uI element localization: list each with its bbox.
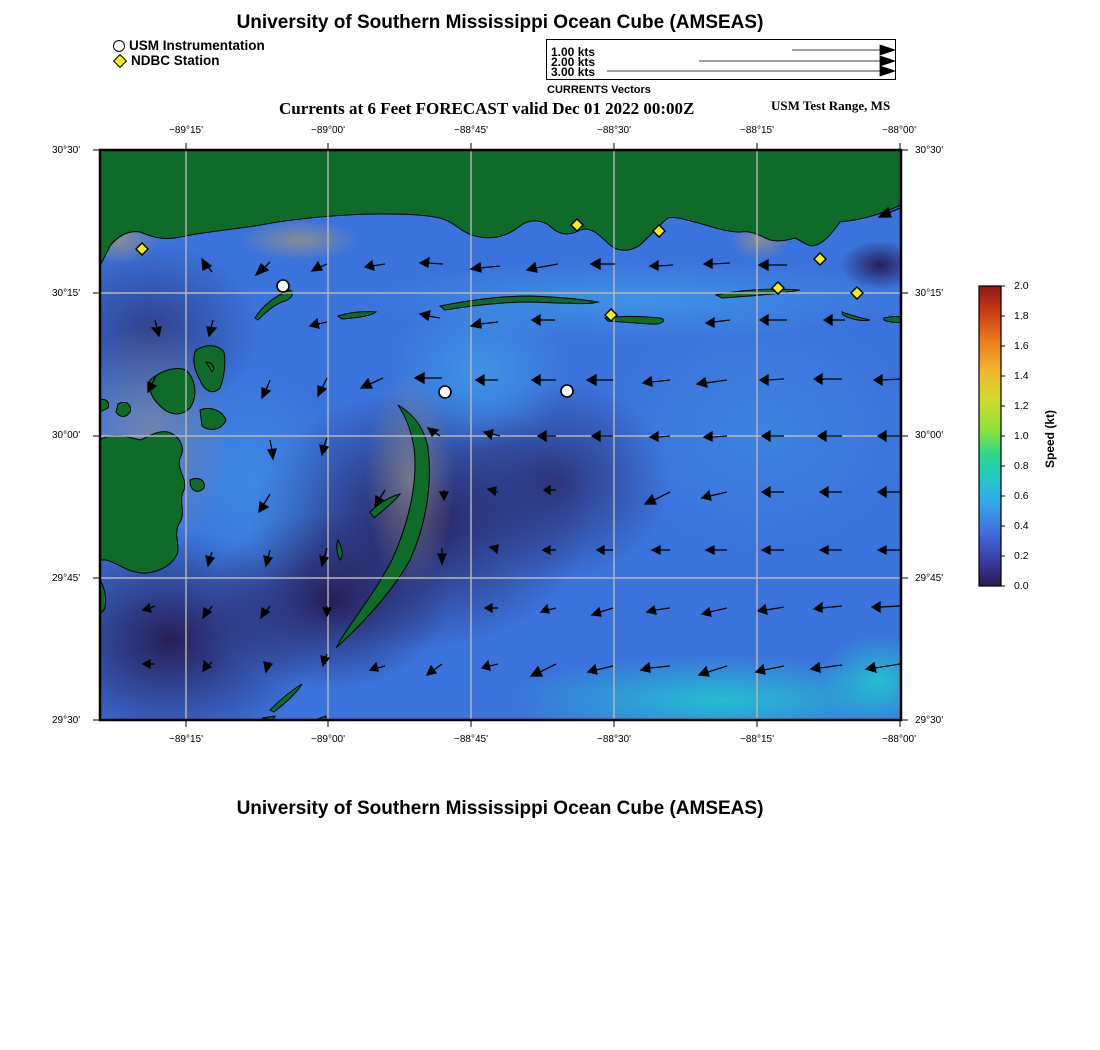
vector-legend-caption: CURRENTS Vectors (547, 84, 651, 96)
legend-usm-label: USM Instrumentation (129, 38, 265, 53)
white-circle-icon (113, 40, 125, 52)
colorbar-tick: 1.4 (1014, 370, 1029, 382)
lat-tick-left: 30°00' (52, 430, 81, 441)
vector-legend (546, 39, 896, 80)
colorbar-tick: 0.6 (1014, 490, 1029, 502)
vector-legend-arrows (547, 40, 895, 79)
colorbar-label: Speed (kt) (1043, 409, 1057, 468)
lon-tick-top: −89°00' (311, 125, 345, 136)
colorbar-tick: 1.0 (1014, 430, 1029, 442)
lat-tick-right: 30°15' (915, 288, 944, 299)
map-subtitle: Currents at 6 Feet FORECAST valid Dec 01 2022 00:00Z (279, 99, 695, 118)
usm-station-marker[interactable] (439, 386, 451, 398)
lon-tick-top: −88°30' (597, 125, 631, 136)
vector-legend-row: 2.00 kts (551, 55, 596, 69)
lat-tick-right: 30°30' (915, 145, 944, 156)
lat-tick-left: 29°45' (52, 573, 81, 584)
lon-tick-top: −88°15' (740, 125, 774, 136)
yellow-diamond-icon (113, 53, 127, 67)
speed-field (92, 150, 910, 730)
colorbar-tick: 0.8 (1014, 460, 1029, 472)
lon-tick-bottom: −88°30' (597, 734, 631, 745)
legend-ndbc (113, 53, 220, 68)
colorbar-tick: 2.0 (1014, 280, 1029, 292)
footer-title: University of Southern Mississippi Ocean Cube (AMSEAS) (236, 798, 764, 819)
lon-tick-top: −88°00' (882, 125, 916, 136)
speed-colorbar (975, 283, 1005, 589)
legend-ndbc-label: NDBC Station (131, 53, 220, 68)
vector-legend-row: 1.00 kts (551, 45, 596, 59)
lon-tick-bottom: −89°15' (169, 734, 203, 745)
lat-tick-right: 29°45' (915, 573, 944, 584)
currents-map (92, 142, 910, 730)
region-label: USM Test Range, MS (771, 98, 891, 113)
lon-tick-bottom: −89°00' (311, 734, 345, 745)
colorbar-tick: 0.0 (1014, 580, 1029, 592)
lon-tick-bottom: −88°00' (882, 734, 916, 745)
colorbar-tick: 0.2 (1014, 550, 1029, 562)
lon-tick-bottom: −88°15' (740, 734, 774, 745)
lon-tick-top: −88°45' (454, 125, 488, 136)
colorbar-tick: 1.8 (1014, 310, 1029, 322)
colorbar-tick: 1.2 (1014, 400, 1029, 412)
vector-legend-row: 3.00 kts (551, 65, 596, 79)
usm-station-marker[interactable] (561, 385, 573, 397)
lat-tick-right: 30°00' (915, 430, 944, 441)
colorbar-tick: 0.4 (1014, 520, 1029, 532)
lat-tick-left: 30°30' (52, 145, 81, 156)
legend-usm (113, 38, 265, 53)
colorbar-tick: 1.6 (1014, 340, 1029, 352)
lon-tick-bottom: −88°45' (454, 734, 488, 745)
lon-tick-top: −89°15' (169, 125, 203, 136)
lat-tick-left: 30°15' (52, 288, 81, 299)
usm-station-marker[interactable] (277, 280, 289, 292)
lat-tick-right: 29°30' (915, 715, 944, 726)
lat-tick-left: 29°30' (52, 715, 81, 726)
page-title: University of Southern Mississippi Ocean Cube (AMSEAS) (236, 12, 764, 33)
